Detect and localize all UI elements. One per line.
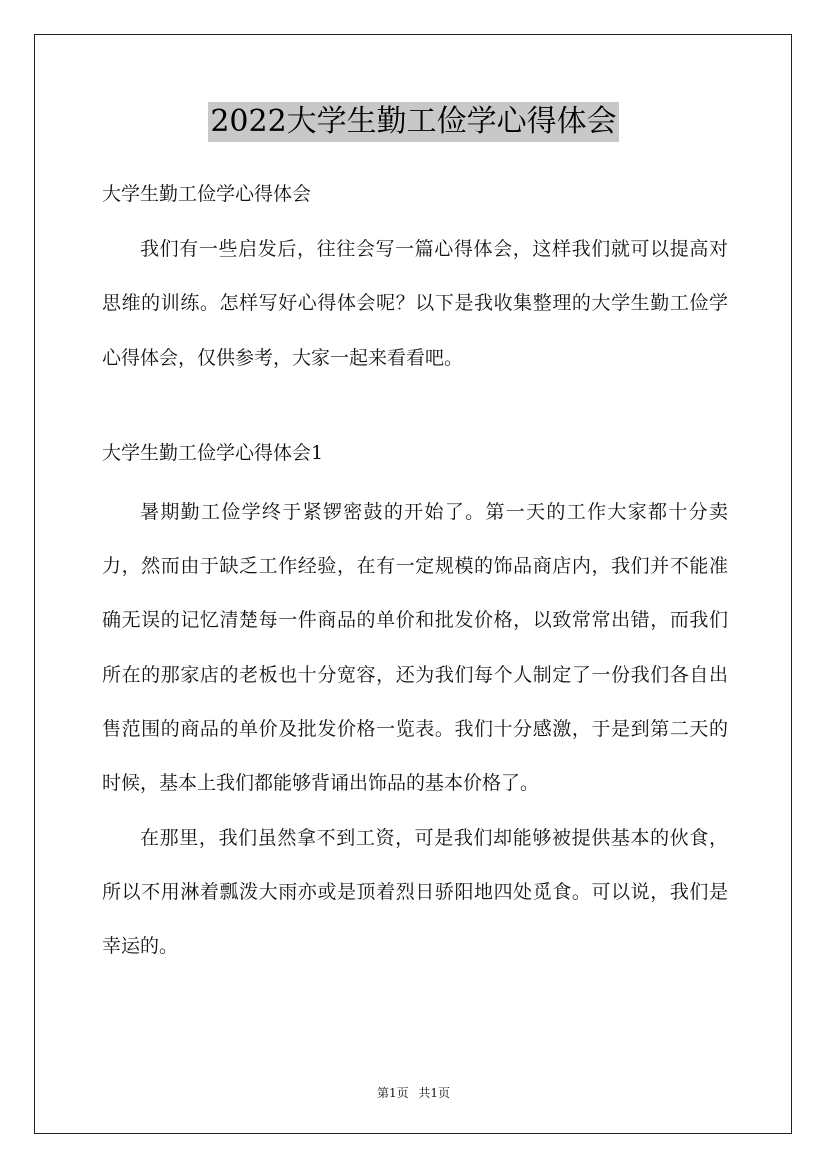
intro-paragraph: 我们有一些启发后，往往会写一篇心得体会，这样我们就可以提高对思维的训练。怎样写好心得体会呢？以下是我收集整理的大学生勤工俭学心得体会，仅供参考，大家一起来看看吧。 (102, 238, 728, 369)
page-total: 共1页 (418, 1086, 451, 1100)
section-heading: 大学生勤工俭学心得体会1 (102, 441, 324, 464)
page-footer (0, 1084, 827, 1101)
title-container (0, 102, 827, 142)
intro-heading: 大学生勤工俭学心得体会 (102, 183, 312, 205)
document-body (102, 174, 728, 974)
page-number: 第1页 (376, 1086, 409, 1100)
document-title: 2022大学生勤工俭学心得体会 (208, 102, 618, 142)
body-paragraph: 在那里，我们虽然拿不到工资，可是我们却能够被提供基本的伙食，所以不用淋着瓢泼大雨亦或是顶着烈日骄阳地四处觅食。可以说，我们是幸运的。 (102, 826, 728, 958)
body-paragraph: 暑期勤工俭学终于紧锣密鼓的开始了。第一天的工作大家都十分卖力，然而由于缺乏工作经验，在有一定规模的饰品商店内，我们并不能准确无误的记忆清楚每一件商品的单价和批发价格，以致常常出错，而我们所在的那家店的老板也十分宽容，还为我们每个人制定了一份我们各自出售范围的商品的单价及批发价格一览表。我们十分感激，于是到第二天的时候，基本上我们都能够背诵出饰品的基本价格了。 (102, 500, 728, 795)
